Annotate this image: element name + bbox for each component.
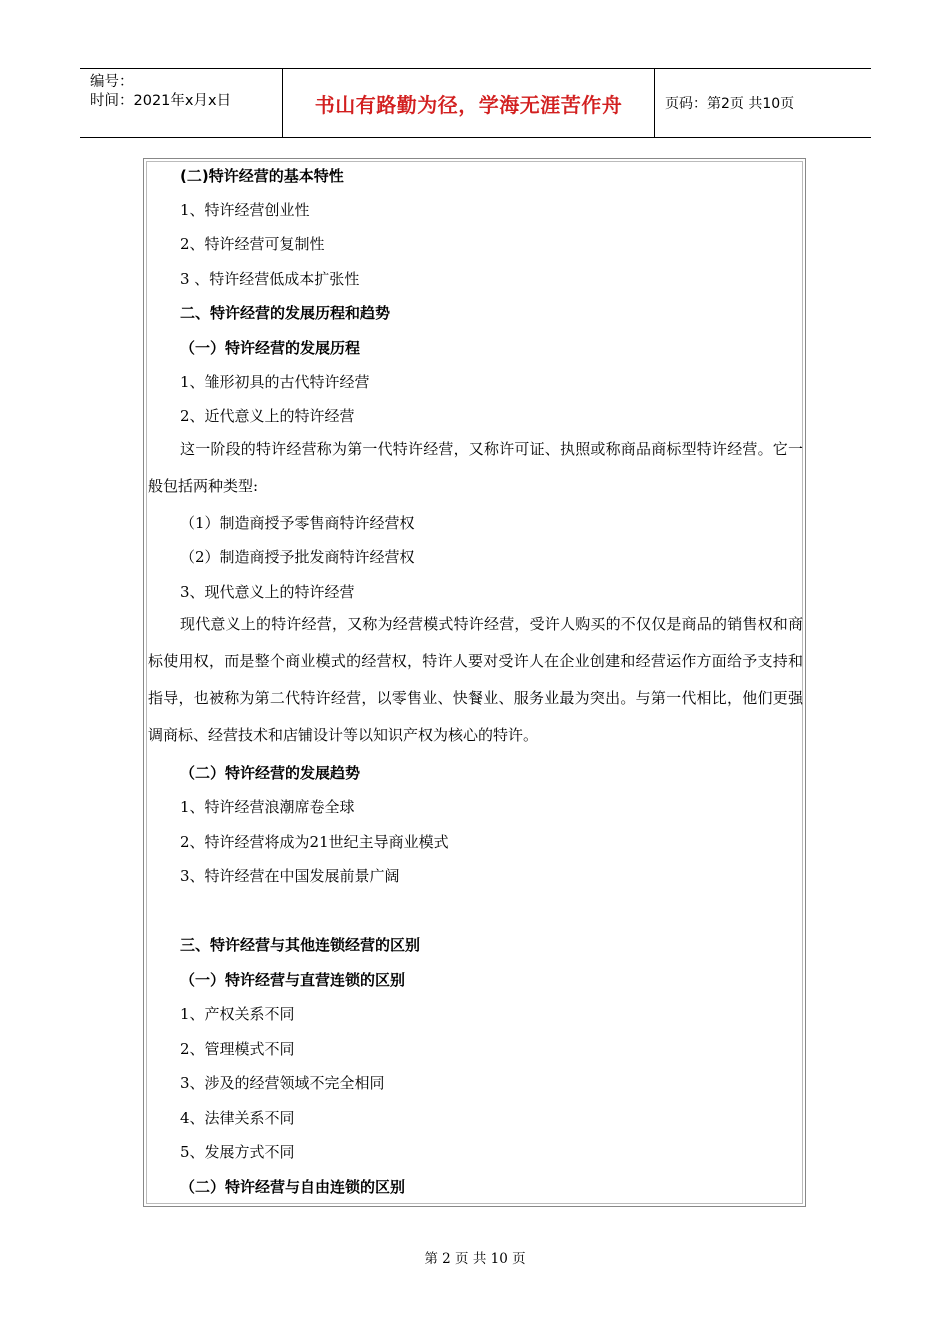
list-item: 4、法律关系不同 bbox=[180, 1109, 295, 1127]
list-item: 1、特许经营浪潮席卷全球 bbox=[180, 798, 355, 816]
page-footer: 第 2 页 共 10 页 bbox=[424, 1251, 526, 1267]
content-box bbox=[143, 158, 806, 1207]
list-item: 1、雏形初具的古代特许经营 bbox=[180, 373, 370, 391]
paragraph: 这一阶段的特许经营称为第一代特许经营，又称许可证、执照或称商品商标型特许经营。它一般包括两种类型: bbox=[148, 440, 803, 495]
section-heading: 三、特许经营与其他连锁经营的区别 bbox=[180, 936, 421, 954]
subsection-heading: (二)特许经营的基本特性 bbox=[180, 167, 344, 185]
list-item: 3、涉及的经营领域不完全相同 bbox=[180, 1074, 385, 1092]
header-meta bbox=[80, 69, 283, 137]
page-header bbox=[80, 68, 871, 138]
list-item: 5、发展方式不同 bbox=[180, 1143, 295, 1161]
list-item: 1、产权关系不同 bbox=[180, 1005, 295, 1023]
document-number-label: 编号： bbox=[90, 74, 134, 90]
paragraph: 现代意义上的特许经营，又称为经营模式特许经营，受许人购买的不仅仅是商品的销售权和商标使用权，而是整个商业模式的经营权，特许人要对受许人在企业创建和经营运作方面给予支持和指导，也被称为第二代特许经营，以零售业、快餐业、服务业最为突出。与第一代相比，他们更强调商标、经营技术和店铺设计等以知识产权为核心的特许。 bbox=[148, 615, 803, 744]
list-item: 2、近代意义上的特许经营 bbox=[180, 407, 355, 425]
subsection-heading: （二）特许经营的发展趋势 bbox=[180, 764, 361, 782]
header-motto: 书山有路勤为径，学海无涯苦作舟 bbox=[314, 92, 623, 117]
section-heading: 二、特许经营的发展历程和趋势 bbox=[180, 304, 391, 322]
list-item: 2、特许经营可复制性 bbox=[180, 235, 325, 253]
list-item: 3 、特许经营低成本扩张性 bbox=[180, 270, 360, 288]
list-item: （2）制造商授予批发商特许经营权 bbox=[180, 548, 415, 566]
list-item: 3、现代意义上的特许经营 bbox=[180, 583, 355, 601]
document-date: 时间：2021年x月x日 bbox=[90, 93, 232, 109]
subsection-heading: （一）特许经营与直营连锁的区别 bbox=[180, 971, 406, 989]
header-motto-cell bbox=[283, 69, 655, 137]
list-item: 2、管理模式不同 bbox=[180, 1040, 295, 1058]
list-item: 1、特许经营创业性 bbox=[180, 201, 310, 219]
list-item: 2、特许经营将成为21世纪主导商业模式 bbox=[180, 833, 449, 851]
subsection-heading: （一）特许经营的发展历程 bbox=[180, 339, 361, 357]
list-item: 3、特许经营在中国发展前景广阔 bbox=[180, 867, 400, 885]
subsection-heading: （二）特许经营与自由连锁的区别 bbox=[180, 1178, 406, 1196]
list-item: （1）制造商授予零售商特许经营权 bbox=[180, 514, 415, 532]
header-page-info: 页码：第2页 共10页 bbox=[665, 96, 795, 112]
